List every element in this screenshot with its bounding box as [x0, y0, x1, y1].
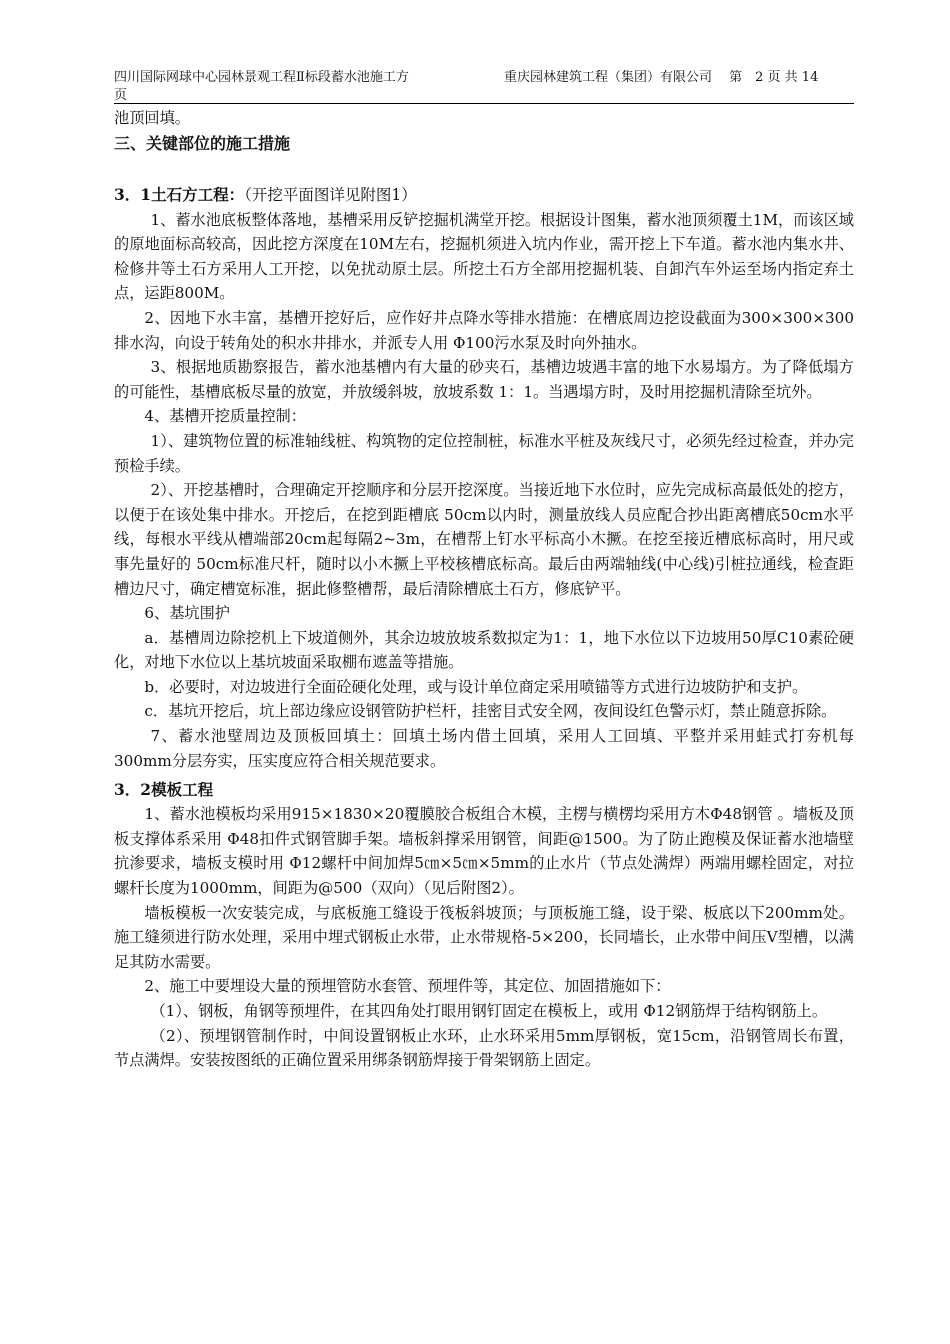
paragraph: 7、蓄水池壁周边及顶板回填土：回填土场内借土回填，采用人工回填、平整并采用蛙式打夯机每300mm分层夯实，压实度应符合相关规范要求。	[114, 727, 854, 770]
paragraph: 4、基槽开挖质量控制：	[144, 407, 306, 426]
subsection-title: 3．1土石方工程：	[114, 184, 245, 204]
paragraph: 1、蓄水池模板均采用915×1830×20覆膜胶合板组合木模，主楞与横楞均采用方木Φ48钢管 。墙板及顶板支撑体系采用 Φ48扣件式钢管脚手架。墙板斜撑采用钢管，间距@1500。为了防止跑模及保证蓄水池墙壁抗渗要求，墙板支模时用 Φ12螺杆中间加焊5㎝×5㎝×5mm的止水片（节点处满焊）两端用螺栓固定，对拉螺杆长度为1000mm，间距为@500（双向）（见后附图2）。	[114, 805, 854, 898]
header-title-wrap: 页	[114, 88, 128, 103]
subsection-heading	[114, 182, 854, 208]
paragraph: 池顶回填。	[114, 109, 190, 127]
paragraph: 2）、开挖基槽时，合理确定开挖顺序和分层开挖深度。当接近地下水位时，应先完成标高最低处的挖方，以便于在该处集中排水。开挖后，在挖到距槽底 50cm以内时，测量放线人员应配合抄出距离槽底50cm水平线，每根水平线从槽端部20cm起每隔2~3m，在槽帮上钉水平标高小木撅。在挖至接近槽底标高时，用尺或事先量好的 50cm标准尺杆，随时以小木撅上平校核槽底标高。最后由两端轴线(中心线)引桩拉通线，检查距槽边尺寸，确定槽宽标准，据此修整槽帮，最后清除槽底土石方，修底铲平。	[114, 481, 854, 598]
subsection-note: （开挖平面图详见附图1）	[244, 185, 417, 204]
paragraph: b．必要时，对边坡进行全面砼硬化处理，或与设计单位商定采用喷锚等方式进行边坡防护和支护。	[144, 677, 808, 696]
header-company-page-number: 重庆园林建筑工程（集团）有限公司 第 2 页 共 14	[504, 70, 819, 85]
paragraph: a．基槽周边除挖机上下坡道侧外，其余边坡放坡系数拟定为1：1，地下水位以下边坡用50厚C10素砼硬化，对地下水位以上基坑坡面采取棚布遮盖等措施。	[114, 628, 854, 672]
paragraph: c．基坑开挖后，坑上部边缘应设钢管防护栏杆，挂密目式安全网，夜间设红色警示灯，禁止随意拆除。	[144, 702, 837, 721]
spacer	[114, 157, 854, 182]
paragraph: 1、蓄水池底板整体落地，基槽采用反铲挖掘机满堂开挖。根据设计图集，蓄水池顶须覆土1M，而该区域的原地面标高较高，因此挖方深度在10M左右，挖掘机须进入坑内作业，需开挖上下车道。蓄水池内集水井、检修井等土石方采用人工开挖，以免扰动原土层。所挖土石方全部用挖掘机装、自卸汽车外运至场内指定弃土点，运距800M。	[114, 210, 854, 303]
section-heading: 三、关键部位的施工措施	[114, 133, 291, 153]
subsection-heading: 3．2模板工程	[114, 780, 214, 800]
document-body	[114, 106, 854, 1073]
paragraph: 3、根据地质勘察报告，蓄水池基槽内有大量的砂夹石，基槽边坡遇丰富的地下水易塌方。为了降低塌方的可能性，基槽底板尽量的放宽，并放缓斜坡，放坡系数 1：1。当遇塌方时，及时用挖掘机清除至坑外。	[114, 358, 854, 401]
paragraph: 2、施工中要埋设大量的预埋管防水套管、预埋件等，其定位、加固措施如下：	[144, 977, 671, 996]
paragraph: 墙板模板一次安装完成，与底板施工缝设于筏板斜坡顶；与顶板施工缝，设于梁、板底以下200mm处。施工缝须进行防水处理，采用中埋式钢板止水带，止水带规格-5×200，长同墙长，止水带中间压Ⅴ型槽，以满足其防水需要。	[114, 903, 854, 971]
paragraph: 1）、建筑物位置的标准轴线桩、构筑物的定位控制桩，标准水平桩及灰线尺寸，必须先经过检查，并办完预检手续。	[114, 431, 854, 475]
paragraph: 2、因地下水丰富，基槽开挖好后，应作好井点降水等排水措施：在槽底周边挖设截面为300×300×300排水沟，向设于转角处的积水井排水，并派专人用 Φ100污水泵及时向外抽水。	[114, 308, 854, 352]
paragraph: （2）、预埋钢管制作时，中间设置钢板止水环，止水环采用5mm厚钢板，宽15cm，沿钢管周长布置，节点满焊。安装按图纸的正确位置采用绑条钢筋焊接于骨架钢筋上固定。	[114, 1026, 854, 1070]
header-rule	[114, 103, 854, 104]
paragraph: 6、基坑围护	[144, 604, 230, 623]
header-project-title: 四川国际网球中心园林景观工程Ⅱ标段蓄水池施工方	[114, 70, 409, 85]
paragraph: （1）、钢板，角钢等预埋件，在其四角处打眼用钢钉固定在模板上，或用 Φ12钢筋焊于结构钢筋上。	[150, 1002, 828, 1020]
